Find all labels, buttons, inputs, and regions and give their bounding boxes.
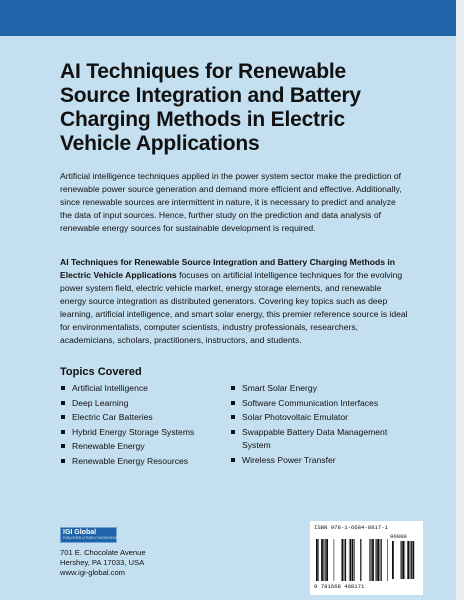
barcode-digits: 9 781668 488171 — [314, 583, 365, 590]
bullet-icon — [61, 401, 65, 405]
topics-list-left — [60, 382, 220, 469]
topic-item: Renewable Energy — [60, 440, 220, 454]
page-edge — [456, 0, 464, 600]
bullet-icon — [231, 415, 235, 419]
isbn-barcode — [310, 521, 423, 595]
top-color-band — [0, 0, 464, 36]
bullet-icon — [61, 459, 65, 463]
book-title: AI Techniques for Renewable Source Integration and Battery Charging Methods in Electric Vehicle Applications — [60, 60, 361, 155]
description-paragraph-2 — [60, 256, 410, 347]
publisher-website: www.igi-global.com — [60, 568, 125, 577]
bullet-icon — [231, 401, 235, 405]
topic-item: Deep Learning — [60, 397, 220, 411]
barcode-addon-number: 90000 — [390, 533, 407, 540]
bullet-icon — [231, 430, 235, 434]
topic-item: Swappable Battery Data Management System — [230, 426, 410, 453]
bullet-icon — [61, 430, 65, 434]
topic-item: Solar Photovoltaic Emulator — [230, 411, 410, 425]
barcode-bars-icon — [316, 539, 388, 581]
bullet-icon — [61, 386, 65, 390]
address-line-1: 701 E. Chocolate Avenue — [60, 548, 146, 557]
address-line-2: Hershey, PA 17033, USA — [60, 558, 145, 567]
publisher-logo-name: IGI Global — [63, 529, 97, 536]
topics-list-right — [230, 382, 410, 468]
paragraph-2-body: focuses on artificial intelligence techniques for the evolving power system field, electric vehicle market, energy storage elements, and renewable energy source integration as distributed generators. Covering key topics such as deep learning, artificial intelligence, and smart solar energy, this premier reference source is ideal for environmentalists, computer scientists, industry professionals, researchers, academicians, scholars, practitioners, instructors, and students. — [60, 270, 408, 345]
isbn-number: ISBN 978-1-6684-8817-1 — [314, 524, 388, 531]
topic-item: Hybrid Energy Storage Systems — [60, 426, 220, 440]
topic-item: Wireless Power Transfer — [230, 454, 410, 468]
topics-heading: Topics Covered — [60, 366, 142, 378]
publisher-logo — [60, 527, 117, 543]
publisher-address — [60, 548, 146, 578]
bullet-icon — [61, 415, 65, 419]
bullet-icon — [61, 444, 65, 448]
topic-item: Electric Car Batteries — [60, 411, 220, 425]
bullet-icon — [231, 458, 235, 462]
topic-item: Artificial Intelligence — [60, 382, 220, 396]
publisher-logo-tagline: PUBLISHER of TIMELY KNOWLEDGE — [63, 536, 119, 540]
barcode-addon-bars-icon — [392, 541, 418, 579]
bullet-icon — [231, 386, 235, 390]
description-paragraph-1: Artificial intelligence techniques applied in the power system sector make the prediction of renewable power source generation and demand more efficient and effective. Additionally, since renewable sources are intermittent in nature, it is necessary to predict and analyze the data of input sources. Hence, further study on the prediction and data analysis of renewable energy sources for sustainable development is required. — [60, 171, 402, 233]
paragraph-2-bold-title: AI Techniques for Renewable Source Integration and Battery Charging Methods in Electric Vehicle Applications — [60, 257, 396, 280]
topic-item: Smart Solar Energy — [230, 382, 410, 396]
topic-item: Software Communication Interfaces — [230, 397, 410, 411]
topic-item: Renewable Energy Resources — [60, 455, 220, 469]
